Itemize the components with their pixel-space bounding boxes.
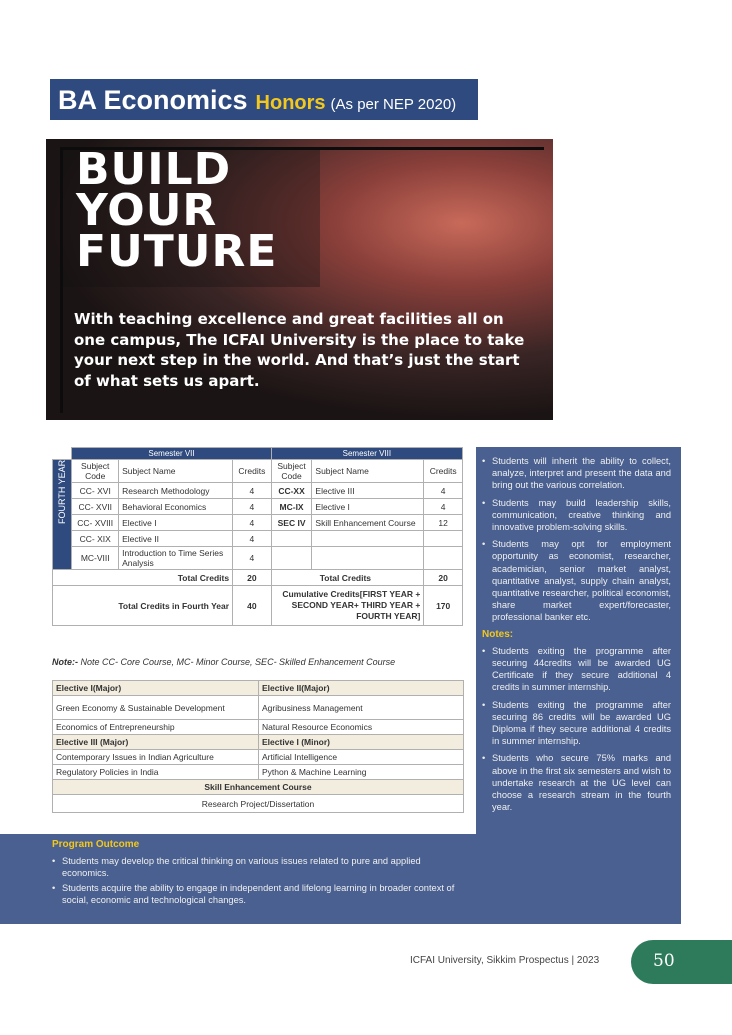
credit-cell: 4	[233, 483, 272, 499]
col-name-7: Subject Name	[119, 460, 233, 483]
elective-cell: Green Economy & Sustainable Development	[53, 696, 259, 720]
page-title-bar	[50, 79, 478, 120]
col-name-8: Subject Name	[312, 460, 424, 483]
total-value-8: 20	[424, 570, 463, 586]
name-cell: Elective II	[119, 531, 233, 547]
list-item: • Students who secure 75% marks and above in the first six semesters and wish to undertake research at the UG level can choose a research stream in the fourth year.	[482, 752, 671, 813]
table-row	[53, 750, 464, 765]
year-label-cell	[53, 460, 72, 570]
notes-heading: Notes:	[482, 628, 514, 640]
name-cell	[312, 531, 424, 547]
code-cell: SEC IV	[271, 515, 312, 531]
fourth-year-value: 40	[233, 586, 272, 626]
credit-cell: 4	[424, 483, 463, 499]
table-row	[53, 483, 463, 499]
note-text: Note CC- Core Course, MC- Minor Course, SEC- Skilled Enhancement Course	[80, 657, 396, 667]
blank-cell	[53, 448, 72, 460]
code-cell: CC- XVII	[72, 499, 119, 515]
name-cell: Elective I	[119, 515, 233, 531]
code-cell: MC-IX	[271, 499, 312, 515]
semester-table	[52, 447, 463, 626]
year-label: FOURTH YEAR	[57, 459, 67, 524]
semester-table-wrap	[52, 447, 463, 626]
table-row	[53, 720, 464, 735]
fourth-year-row	[53, 586, 463, 626]
outcome-heading: Program Outcome	[52, 839, 140, 850]
fourth-year-label: Total Credits in Fourth Year	[53, 586, 233, 626]
hero-line-2: YOUR	[76, 185, 218, 236]
code-cell: CC- XVI	[72, 483, 119, 499]
list-item: • Students exiting the programme after securing 86 credits will be awarded UG Diploma if they secure additional 4 credits in summer internship.	[482, 699, 671, 748]
elective-cell: Natural Resource Economics	[259, 720, 464, 735]
skills-list	[482, 455, 671, 624]
semester-7-label: Semester VII	[72, 448, 271, 460]
skill-header-row	[53, 780, 464, 795]
elective-header: Elective II(Major)	[259, 681, 464, 696]
elective-cell: Economics of Entrepreneurship	[53, 720, 259, 735]
hero-headline	[76, 144, 278, 277]
skill-value-row	[53, 795, 464, 813]
name-cell: Elective III	[312, 483, 424, 499]
total-value-7: 20	[233, 570, 272, 586]
name-cell: Elective I	[312, 499, 424, 515]
column-header-row	[53, 460, 463, 483]
total-label-8: Total Credits	[271, 570, 424, 586]
name-cell: Behavioral Economics	[119, 499, 233, 515]
code-cell: CC- XVIII	[72, 515, 119, 531]
credit-cell: 4	[233, 547, 272, 570]
col-code-7: Subject Code	[72, 460, 119, 483]
note-label: Note:-	[52, 657, 78, 667]
name-cell: Research Methodology	[119, 483, 233, 499]
hero-line-1: BUILD	[76, 144, 232, 195]
semester-header-row	[53, 448, 463, 460]
col-code-8: Subject Code	[271, 460, 312, 483]
table-row	[53, 765, 464, 780]
elective-cell: Python & Machine Learning	[259, 765, 464, 780]
page-number: 50	[631, 940, 732, 984]
elective-cell: Regulatory Policies in India	[53, 765, 259, 780]
skill-header: Skill Enhancement Course	[53, 780, 464, 795]
col-credits-7: Credits	[233, 460, 272, 483]
name-cell: Introduction to Time Series Analysis	[119, 547, 233, 570]
elective-cell: Artificial Intelligence	[259, 750, 464, 765]
name-cell: Skill Enhancement Course	[312, 515, 424, 531]
hero-banner	[46, 139, 553, 420]
table-row	[53, 499, 463, 515]
program-outcome	[0, 834, 476, 924]
name-cell	[312, 547, 424, 570]
electives-table	[52, 680, 464, 813]
cumulative-label: Cumulative Credits[FIRST YEAR + SECOND YEAR+ THIRD YEAR + FOURTH YEAR]	[271, 586, 424, 626]
list-item: • Students may develop the critical thinking on various issues related to pure and applied economics.	[52, 855, 466, 880]
title-nep: (As per NEP 2020)	[330, 96, 457, 113]
elective-header-row	[53, 681, 464, 696]
list-item: • Students exiting the programme after securing 44credits will be awarded UG Certificate if they secure additional 4 credits in summer internship.	[482, 645, 671, 694]
skill-value: Research Project/Dissertation	[53, 795, 464, 813]
outcomes-sidebar	[476, 447, 681, 924]
elective-header-row	[53, 735, 464, 750]
elective-cell: Contemporary Issues in Indian Agriculture	[53, 750, 259, 765]
code-cell: CC- XIX	[72, 531, 119, 547]
elective-cell: Agribusiness Management	[259, 696, 464, 720]
table-row	[53, 515, 463, 531]
list-item: • Students may build leadership skills, communication, creative thinking and innovative problem-solving skills.	[482, 497, 671, 534]
hero-line-3: FUTURE	[76, 226, 278, 277]
code-cell: CC-XX	[271, 483, 312, 499]
credit-cell: 4	[233, 531, 272, 547]
credit-cell: 12	[424, 515, 463, 531]
total-label-7: Total Credits	[53, 570, 233, 586]
cumulative-value: 170	[424, 586, 463, 626]
list-item: • Students will inherit the ability to collect, analyze, interpret and present the data and bring out the various correlation.	[482, 455, 671, 492]
code-cell: MC-VIII	[72, 547, 119, 570]
credit-cell	[424, 531, 463, 547]
outcome-list	[52, 855, 466, 907]
hero-body-text: With teaching excellence and great facilities all on one campus, The ICFAI University is the place to take your next step in the world. And that’s just the start of what sets us apart.	[74, 310, 525, 390]
elective-header: Elective I (Minor)	[259, 735, 464, 750]
code-cell	[271, 531, 312, 547]
code-cell	[271, 547, 312, 570]
total-credits-row	[53, 570, 463, 586]
notes-list	[482, 645, 671, 814]
credit-cell: 4	[233, 499, 272, 515]
elective-header: Elective III (Major)	[53, 735, 259, 750]
table-row	[53, 547, 463, 570]
list-item: • Students may opt for employment opportunity as economist, researcher, academician, senior market analyst, quantitative analyst, supply chain analyst, quantitative researcher, political economist, share market expert/forecaster, professional banker etc.	[482, 538, 671, 623]
credit-cell: 4	[233, 515, 272, 531]
elective-header: Elective I(Major)	[53, 681, 259, 696]
list-item: • Students acquire the ability to engage in independent and lifelong learning in broader context of social, economic and technological changes.	[52, 882, 466, 907]
title-honors: Honors	[255, 92, 326, 114]
table-row	[53, 696, 464, 720]
col-credits-8: Credits	[424, 460, 463, 483]
credit-cell	[424, 547, 463, 570]
table-row	[53, 531, 463, 547]
footer-text: ICFAI University, Sikkim Prospectus | 2023	[410, 955, 600, 966]
course-note	[52, 657, 472, 667]
electives-table-wrap	[52, 680, 464, 813]
page-title: BA Economics	[58, 85, 248, 115]
credit-cell: 4	[424, 499, 463, 515]
semester-8-label: Semester VIII	[271, 448, 462, 460]
